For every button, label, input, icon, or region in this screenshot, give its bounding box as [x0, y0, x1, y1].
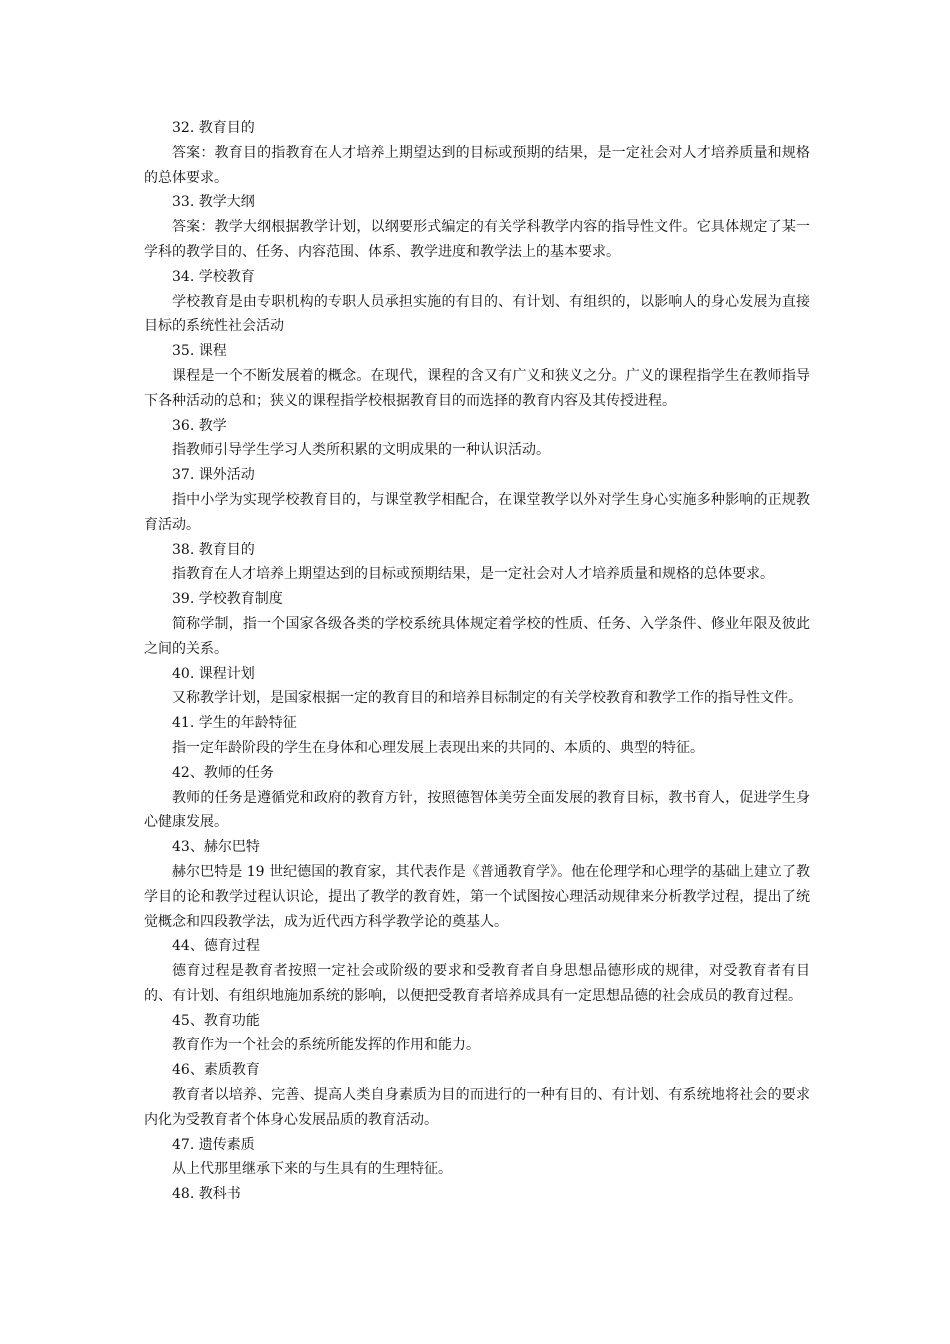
entry-body: 教育作为一个社会的系统所能发挥的作用和能力。	[172, 1037, 480, 1054]
entry-heading: 36. 教学	[172, 417, 227, 434]
entry-heading: 44、德育过程	[172, 938, 260, 955]
entry-heading: 43、赫尔巴特	[172, 839, 260, 856]
entry-heading: 46、素质教育	[172, 1062, 260, 1079]
entry-heading: 34. 学校教育	[172, 268, 255, 285]
entry-heading: 41. 学生的年龄特征	[172, 715, 297, 732]
entry-body: 从上代那里继承下来的与生具有的生理特征。	[172, 1161, 452, 1178]
entry-body: 又称教学计划，是国家根据一定的教育目的和培养目标制定的有关学校教育和教学工作的指导性文件。	[172, 690, 802, 707]
entry-body: 教师的任务是遵循党和政府的教育方针，按照德智体美劳全面发展的教育目标，教书育人，促进学生身心健康发展。	[144, 789, 810, 831]
entry-body: 简称学制，指一个国家各级各类的学校系统具体规定着学校的性质、任务、入学条件、修业年限及彼此之间的关系。	[144, 615, 810, 657]
entry-body: 指一定年龄阶段的学生在身体和心理发展上表现出来的共同的、本质的、典型的特征。	[172, 739, 704, 756]
entry-body: 指教师引导学生学习人类所积累的文明成果的一种认识活动。	[172, 442, 550, 459]
entry-body: 答案：教学大纲根据教学计划，以纲要形式编定的有关学科教学内容的指导性文件。它具体规定了某一学科的教学目的、任务、内容范围、体系、教学进度和教学法上的基本要求。	[144, 219, 810, 260]
entry-heading: 37. 课外活动	[172, 467, 255, 484]
entry-heading: 45、教育功能	[172, 1012, 260, 1029]
document-body	[144, 116, 810, 1207]
entry-heading: 48. 教科书	[172, 1186, 241, 1203]
entry-body: 教育者以培养、完善、提高人类自身素质为目的而进行的一种有目的、有计划、有系统地将社会的要求内化为受教育者个体身心发展品质的教育活动。	[144, 1087, 810, 1128]
entry-body: 德育过程是教育者按照一定社会或阶级的要求和受教育者自身思想品德形成的规律，对受教育者有目的、有计划、有组织地施加系统的影响，以便把受教育者培养成具有一定思想品德的社会成员的教育过程。	[144, 963, 810, 1004]
entry-heading: 33. 教学大纲	[172, 194, 255, 211]
entry-body: 答案：教育目的指教育在人才培养上期望达到的目标或预期的结果，是一定社会对人才培养质量和规格的总体要求。	[144, 144, 810, 186]
entry-heading: 47. 遗传素质	[172, 1136, 255, 1153]
entry-body: 学校教育是由专职机构的专职人员承担实施的有目的、有计划、有组织的，以影响人的身心发展为直接目标的系统性社会活动	[144, 293, 810, 335]
entry-body: 指教育在人才培养上期望达到的目标或预期结果，是一定社会对人才培养质量和规格的总体要求。	[172, 566, 774, 583]
entry-heading: 40. 课程计划	[172, 665, 255, 682]
entry-heading: 39. 学校教育制度	[172, 591, 283, 608]
entry-body: 课程是一个不断发展着的概念。在现代，课程的含又有广义和狭义之分。广义的课程指学生在教师指导下各种活动的总和；狭义的课程指学校根据教育目的而选择的教育内容及其传授进程。	[144, 367, 810, 409]
entry-heading: 42、教师的任务	[172, 764, 274, 781]
entry-heading: 38. 教育目的	[172, 541, 255, 558]
entry-body: 指中小学为实现学校教育目的，与课堂教学相配合，在课堂教学以外对学生身心实施多种影响的正规教育活动。	[144, 491, 810, 533]
entry-heading: 35. 课程	[172, 343, 227, 360]
entry-heading: 32. 教育目的	[172, 120, 255, 136]
entry-body: 赫尔巴特是 19 世纪德国的教育家，其代表作是《普通教育学》。他在伦理学和心理学的基础上建立了教学目的论和教学过程认识论，提出了教学的教育姓，第一个试图按心理活动规律来分析教学过程，提出了统觉概念和四段教学法，成为近代西方科学教学论的奠基人。	[144, 863, 810, 930]
